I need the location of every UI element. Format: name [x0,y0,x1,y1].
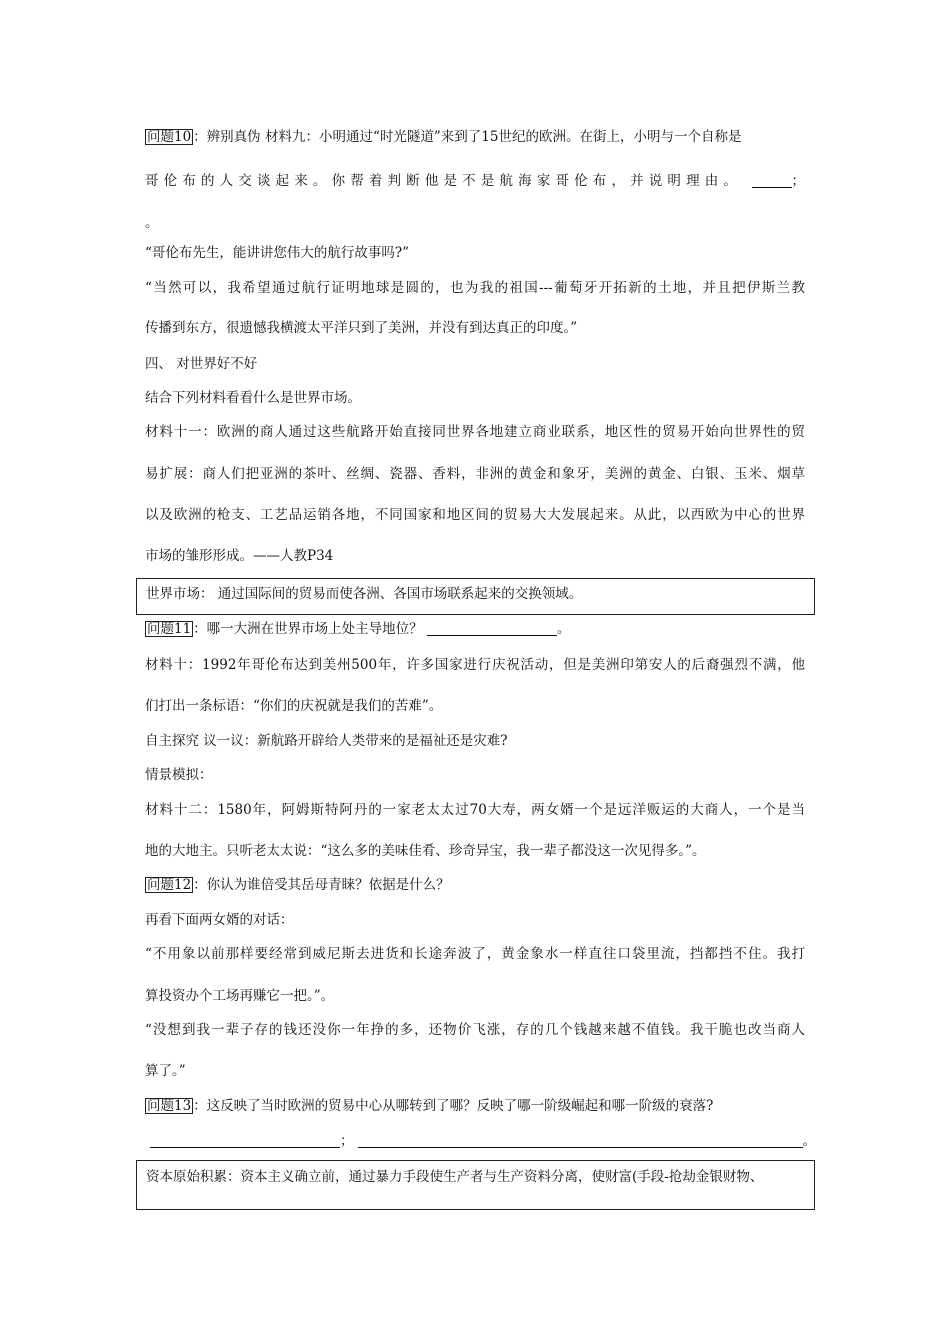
m12-line-1: 材料十二：1580年，阿姆斯特阿丹的一家老太太过70大寿，两女婿一个是远洋贩运的大商人，一个是当 [145,802,805,818]
quote-1: “哥伦布先生，能讲讲您伟大的航行故事吗?” [145,245,410,261]
m11-line-4: 市场的雏形形成。——人教P34 [145,548,334,564]
dialog-1a: “不用象以前那样要经常到威尼斯去进货和长途奔波了，黄金象水一样直往口袋里流，挡都挡不住。我打 [145,946,805,962]
definition-text: 世界市场： 通过国际间的贸易而使各洲、各国市场联系起来的交换领域。 [146,586,583,602]
m11-line-3: 以及欧洲的枪支、工艺品运销各地，不同国家和地区间的贸易大大发展起来。从此，以西欧为中心的世界 [145,507,805,523]
m10-line-2: 们打出一条标语：“你们的庆祝就是我们的苦难”。 [145,698,443,714]
q13-answer-blank-1[interactable] [150,1133,340,1148]
quote-2b: 传播到东方，很遗憾我横渡太平洋只到了美洲，并没有到达真正的印度。” [145,320,578,336]
explore-line: 自主探究 议一议：新航路开辟给人类带来的是福祉还是灾难? [145,733,508,749]
m12-line-2: 地的大地主。只听老太太说：“这么多的美味佳肴、珍奇异宝，我一辈子都没这一次见得多。”。 [145,843,706,859]
q13-answer-row: ； 。 [150,1132,816,1150]
dialog-1b: 算投资办个工场再赚它一把。”。 [145,988,335,1004]
q13-tag: 问题13 [147,1098,192,1114]
dialog-intro: 再看下面两女婿的对话： [145,912,294,928]
m11-line-1: 材料十一：欧洲的商人通过这些航路开始直接同世界各地建立商业联系，地区性的贸易开始向世界性的贸 [145,424,805,440]
definition-text-2: 资本原始积累：资本主义确立前，通过暴力手段使生产者与生产资料分离，使财富(手段-抢劫金银财物、 [146,1169,764,1185]
definition-box-world-market [136,578,815,615]
q10-line-3: 。 [145,215,159,231]
q10-text-1: ：辨别真伪 材料九：小明通过“时光隧道”来到了15世纪的欧洲。在街上，小明与一个自称是 [193,129,742,145]
q10-line-1 [145,128,741,146]
q10-tag: 问题10 [147,129,192,145]
m11-line-2: 易扩展：商人们把亚洲的茶叶、丝绸、瓷器、香料，非洲的黄金和象牙，美洲的黄金、白银、玉米、烟草 [145,466,805,482]
section-intro: 结合下列材料看看什么是世界市场。 [145,390,361,406]
q11-answer-blank[interactable] [427,621,557,636]
q10-line-2: 哥伦布的人交谈起来。你帮着判断他是不是航海家哥伦布，并说明理由。 ； [145,173,805,189]
q13-line: 问题13 ：这反映了当时欧洲的贸易中心从哪转到了哪？反映了哪一阶级崛起和哪一阶级的衰落? [147,1098,714,1114]
scene-label: 情景模拟： [145,767,213,783]
q13-answer-blank-2[interactable] [358,1133,803,1148]
definition-box-primitive-accumulation [136,1160,815,1210]
dialog-2a: “没想到我一辈子存的钱还没你一年挣的多，还物价飞涨，存的几个钱越来越不值钱。我干脆也改当商人 [145,1022,805,1038]
quote-2a: “当然可以，我希望通过航行证明地球是圆的，也为我的祖国---葡萄牙开拓新的土地，并且把伊斯兰教 [145,280,805,296]
q10-text-2: 哥伦布的人交谈起来。你帮着判断他是不是航海家哥伦布，并说明理由。 [145,173,743,189]
section-heading: 四、 对世界好不好 [145,356,258,372]
m10-line-1: 材料十：1992年哥伦布达到美州500年，许多国家进行庆祝活动，但是美洲印第安人的后裔强烈不满，他 [145,657,805,673]
q10-answer-blank[interactable] [752,173,792,188]
q11-line: 问题11 ：哪一大洲在世界市场上处主导地位？ 。 [147,621,571,637]
q12-line: 问题12 ：你认为谁倍受其岳母青睐？依据是什么？ [147,877,450,893]
dialog-2b: 算了。” [145,1063,186,1079]
q12-tag: 问题12 [147,877,192,893]
q11-tag: 问题11 [147,621,192,637]
